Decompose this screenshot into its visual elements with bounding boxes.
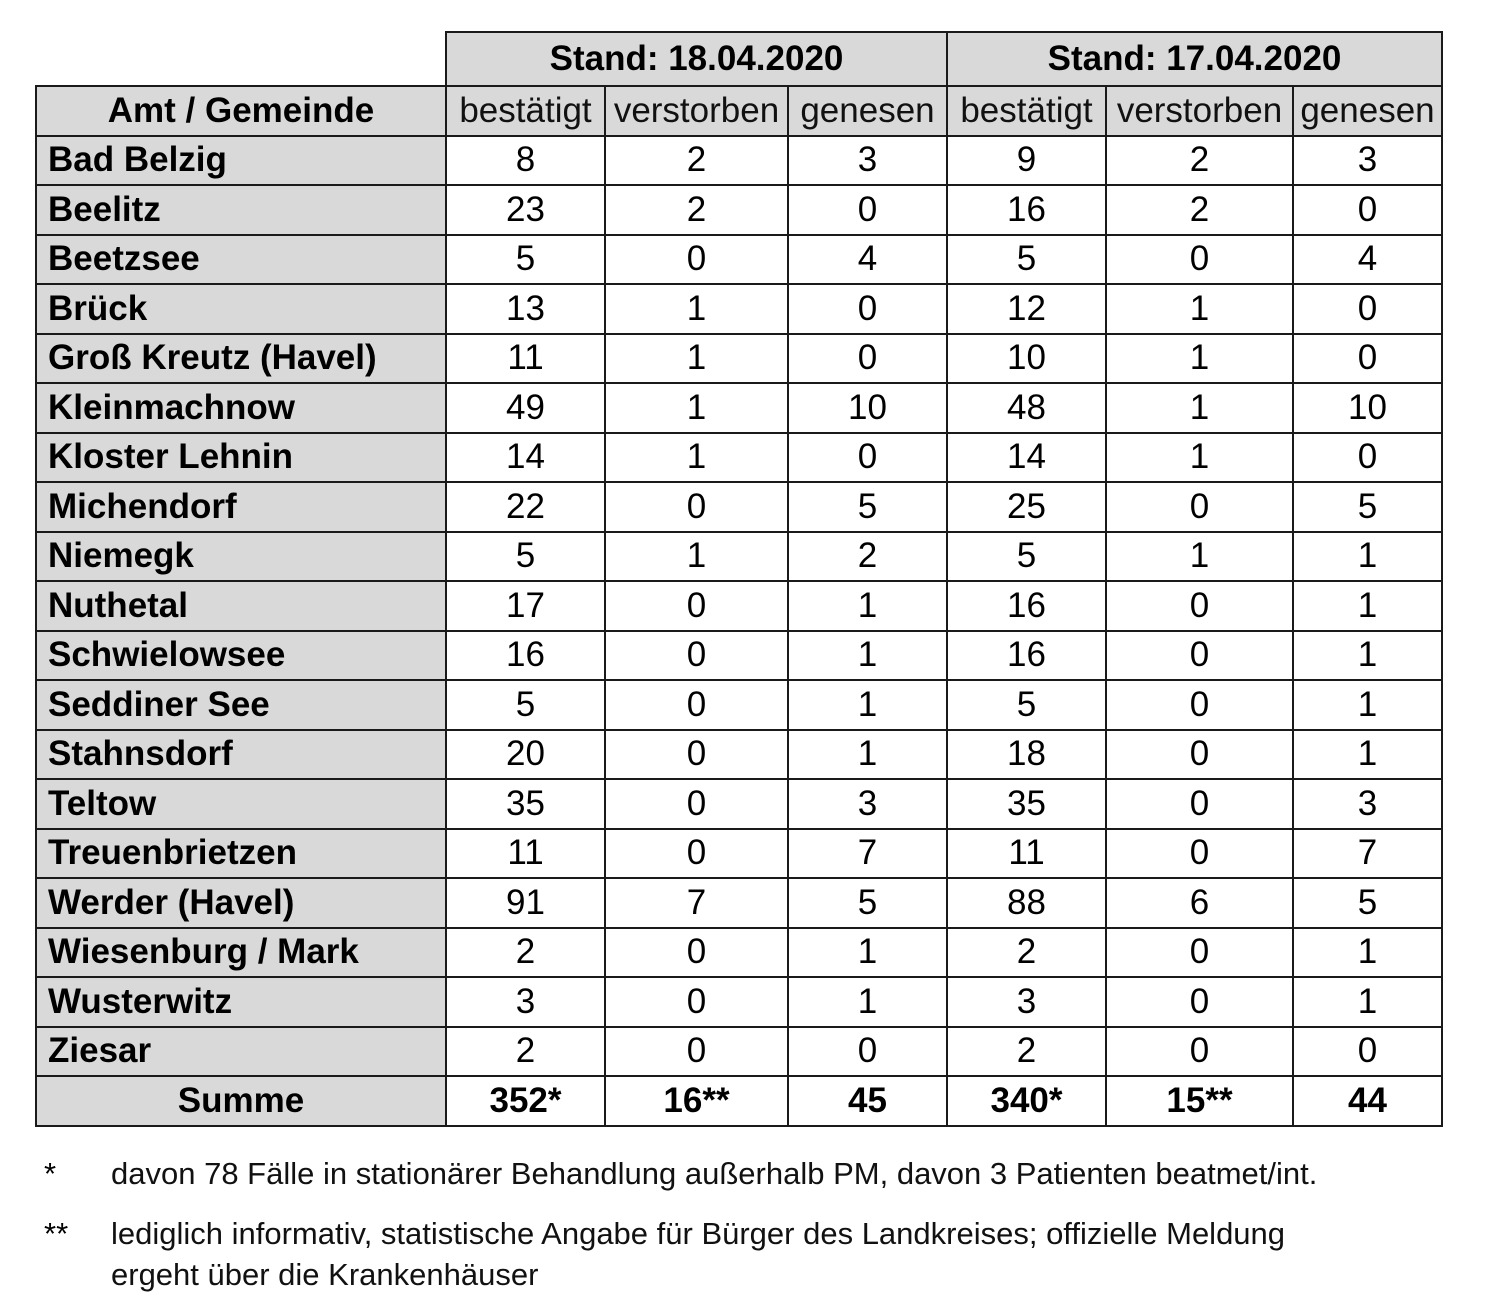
value-cell: 1 xyxy=(605,284,788,334)
value-cell: 35 xyxy=(947,779,1106,829)
value-cell: 5 xyxy=(1293,878,1442,928)
table-row xyxy=(36,581,1442,631)
value-cell: 0 xyxy=(1106,829,1293,879)
sum-row xyxy=(36,1076,1442,1126)
value-cell: 0 xyxy=(788,433,947,483)
value-cell: 2 xyxy=(1106,136,1293,186)
value-cell: 0 xyxy=(605,977,788,1027)
value-cell: 1 xyxy=(605,383,788,433)
sum-value: 352* xyxy=(446,1076,605,1126)
value-cell: 12 xyxy=(947,284,1106,334)
value-cell: 0 xyxy=(1106,730,1293,780)
value-cell: 5 xyxy=(788,482,947,532)
value-cell: 1 xyxy=(1293,928,1442,978)
value-cell: 3 xyxy=(446,977,605,1027)
col-header-verstorben-1: verstorben xyxy=(605,86,788,136)
table-row xyxy=(36,185,1442,235)
value-cell: 0 xyxy=(605,928,788,978)
value-cell: 10 xyxy=(947,334,1106,384)
value-cell: 48 xyxy=(947,383,1106,433)
table-row xyxy=(36,631,1442,681)
value-cell: 0 xyxy=(788,1027,947,1077)
col-header-bestaetigt-2: bestätigt xyxy=(947,86,1106,136)
value-cell: 6 xyxy=(1106,878,1293,928)
value-cell: 16 xyxy=(947,631,1106,681)
value-cell: 0 xyxy=(1293,185,1442,235)
value-cell: 22 xyxy=(446,482,605,532)
value-cell: 1 xyxy=(1106,532,1293,582)
table-row xyxy=(36,878,1442,928)
municipality-name: Beetzsee xyxy=(36,235,446,285)
amt-gemeinde-header: Amt / Gemeinde xyxy=(36,86,446,136)
value-cell: 20 xyxy=(446,730,605,780)
col-header-genesen-2: genesen xyxy=(1293,86,1442,136)
value-cell: 1 xyxy=(1106,334,1293,384)
value-cell: 1 xyxy=(788,977,947,1027)
value-cell: 1 xyxy=(1293,680,1442,730)
value-cell: 0 xyxy=(605,631,788,681)
value-cell: 0 xyxy=(1106,581,1293,631)
municipality-name: Treuenbrietzen xyxy=(36,829,446,879)
value-cell: 88 xyxy=(947,878,1106,928)
value-cell: 2 xyxy=(947,1027,1106,1077)
value-cell: 11 xyxy=(947,829,1106,879)
value-cell: 13 xyxy=(446,284,605,334)
table-row xyxy=(36,977,1442,1027)
value-cell: 3 xyxy=(1293,779,1442,829)
table-body xyxy=(36,136,1442,1077)
empty-corner-cell xyxy=(36,32,446,86)
value-cell: 0 xyxy=(788,334,947,384)
sum-value: 16** xyxy=(605,1076,788,1126)
value-cell: 1 xyxy=(605,433,788,483)
value-cell: 0 xyxy=(1293,284,1442,334)
value-cell: 7 xyxy=(788,829,947,879)
value-cell: 1 xyxy=(605,532,788,582)
stand-17-04-header: Stand: 17.04.2020 xyxy=(947,32,1442,86)
value-cell: 1 xyxy=(1106,383,1293,433)
value-cell: 0 xyxy=(788,284,947,334)
value-cell: 5 xyxy=(446,235,605,285)
table-row xyxy=(36,680,1442,730)
value-cell: 0 xyxy=(605,581,788,631)
municipality-name: Brück xyxy=(36,284,446,334)
municipality-name: Groß Kreutz (Havel) xyxy=(36,334,446,384)
value-cell: 2 xyxy=(605,136,788,186)
col-header-verstorben-2: verstorben xyxy=(1106,86,1293,136)
value-cell: 0 xyxy=(605,730,788,780)
value-cell: 1 xyxy=(788,680,947,730)
sum-value: 340* xyxy=(947,1076,1106,1126)
table-row xyxy=(36,532,1442,582)
table-row xyxy=(36,136,1442,186)
value-cell: 14 xyxy=(947,433,1106,483)
value-cell: 10 xyxy=(788,383,947,433)
value-cell: 0 xyxy=(605,680,788,730)
value-cell: 9 xyxy=(947,136,1106,186)
value-cell: 11 xyxy=(446,334,605,384)
value-cell: 3 xyxy=(1293,136,1442,186)
table-row xyxy=(36,433,1442,483)
value-cell: 1 xyxy=(605,334,788,384)
value-cell: 0 xyxy=(1293,1027,1442,1077)
value-cell: 4 xyxy=(788,235,947,285)
municipality-name: Wiesenburg / Mark xyxy=(36,928,446,978)
value-cell: 2 xyxy=(446,928,605,978)
value-cell: 0 xyxy=(605,829,788,879)
stand-18-04-header: Stand: 18.04.2020 xyxy=(446,32,947,86)
value-cell: 0 xyxy=(605,779,788,829)
municipality-name: Teltow xyxy=(36,779,446,829)
value-cell: 91 xyxy=(446,878,605,928)
value-cell: 0 xyxy=(1106,482,1293,532)
value-cell: 0 xyxy=(1293,433,1442,483)
value-cell: 5 xyxy=(788,878,947,928)
value-cell: 5 xyxy=(947,235,1106,285)
municipality-name: Kloster Lehnin xyxy=(36,433,446,483)
value-cell: 14 xyxy=(446,433,605,483)
table-row xyxy=(36,779,1442,829)
value-cell: 0 xyxy=(605,235,788,285)
municipality-name: Kleinmachnow xyxy=(36,383,446,433)
table-row xyxy=(36,1027,1442,1077)
value-cell: 23 xyxy=(446,185,605,235)
col-header-genesen-1: genesen xyxy=(788,86,947,136)
municipality-name: Seddiner See xyxy=(36,680,446,730)
municipality-name: Stahnsdorf xyxy=(36,730,446,780)
value-cell: 18 xyxy=(947,730,1106,780)
col-header-bestaetigt-1: bestätigt xyxy=(446,86,605,136)
value-cell: 1 xyxy=(788,730,947,780)
footnote-text-line-2: ergeht über die Krankenhäuser xyxy=(111,1257,539,1292)
value-cell: 7 xyxy=(1293,829,1442,879)
stand-header-row xyxy=(36,32,1442,86)
value-cell: 10 xyxy=(1293,383,1442,433)
value-cell: 5 xyxy=(947,680,1106,730)
value-cell: 1 xyxy=(1106,284,1293,334)
value-cell: 5 xyxy=(446,680,605,730)
municipality-name: Ziesar xyxy=(36,1027,446,1077)
value-cell: 3 xyxy=(788,136,947,186)
value-cell: 2 xyxy=(1106,185,1293,235)
value-cell: 1 xyxy=(1106,433,1293,483)
sum-value: 45 xyxy=(788,1076,947,1126)
value-cell: 2 xyxy=(446,1027,605,1077)
footnote-mark: * xyxy=(44,1156,57,1191)
municipality-name: Michendorf xyxy=(36,482,446,532)
value-cell: 1 xyxy=(1293,730,1442,780)
value-cell: 0 xyxy=(605,1027,788,1077)
municipality-name: Schwielowsee xyxy=(36,631,446,681)
value-cell: 1 xyxy=(1293,977,1442,1027)
municipality-name: Niemegk xyxy=(36,532,446,582)
case-statistics-table xyxy=(35,31,1443,1127)
value-cell: 0 xyxy=(1106,235,1293,285)
value-cell: 0 xyxy=(1293,334,1442,384)
value-cell: 8 xyxy=(446,136,605,186)
value-cell: 25 xyxy=(947,482,1106,532)
table-row xyxy=(36,383,1442,433)
table-row xyxy=(36,235,1442,285)
value-cell: 0 xyxy=(1106,779,1293,829)
value-cell: 49 xyxy=(446,383,605,433)
value-cell: 1 xyxy=(1293,631,1442,681)
value-cell: 17 xyxy=(446,581,605,631)
value-cell: 4 xyxy=(1293,235,1442,285)
municipality-name: Beelitz xyxy=(36,185,446,235)
value-cell: 16 xyxy=(446,631,605,681)
value-cell: 7 xyxy=(605,878,788,928)
value-cell: 0 xyxy=(1106,928,1293,978)
value-cell: 3 xyxy=(788,779,947,829)
value-cell: 0 xyxy=(1106,631,1293,681)
value-cell: 11 xyxy=(446,829,605,879)
footnote-text: davon 78 Fälle in stationärer Behandlung außerhalb PM, davon 3 Patienten beatmet/int. xyxy=(111,1156,1318,1191)
municipality-name: Wusterwitz xyxy=(36,977,446,1027)
value-cell: 16 xyxy=(947,185,1106,235)
value-cell: 1 xyxy=(788,928,947,978)
value-cell: 0 xyxy=(1106,680,1293,730)
value-cell: 1 xyxy=(1293,581,1442,631)
value-cell: 2 xyxy=(788,532,947,582)
value-cell: 2 xyxy=(947,928,1106,978)
table-row xyxy=(36,829,1442,879)
value-cell: 1 xyxy=(1293,532,1442,582)
value-cell: 35 xyxy=(446,779,605,829)
table-row xyxy=(36,482,1442,532)
value-cell: 1 xyxy=(788,631,947,681)
column-header-row xyxy=(36,86,1442,136)
municipality-name: Werder (Havel) xyxy=(36,878,446,928)
value-cell: 0 xyxy=(1106,977,1293,1027)
table-row xyxy=(36,284,1442,334)
value-cell: 2 xyxy=(605,185,788,235)
sum-value: 15** xyxy=(1106,1076,1293,1126)
table-row xyxy=(36,334,1442,384)
footnote-mark: ** xyxy=(44,1216,69,1251)
value-cell: 5 xyxy=(446,532,605,582)
value-cell: 0 xyxy=(1106,1027,1293,1077)
table-row xyxy=(36,928,1442,978)
table-row xyxy=(36,730,1442,780)
sum-label: Summe xyxy=(36,1076,446,1126)
value-cell: 1 xyxy=(788,581,947,631)
municipality-name: Bad Belzig xyxy=(36,136,446,186)
footnote-text-line-1: lediglich informativ, statistische Angabe für Bürger des Landkreises; offizielle Meldung xyxy=(111,1216,1286,1251)
value-cell: 5 xyxy=(1293,482,1442,532)
value-cell: 5 xyxy=(947,532,1106,582)
value-cell: 0 xyxy=(605,482,788,532)
municipality-name: Nuthetal xyxy=(36,581,446,631)
value-cell: 16 xyxy=(947,581,1106,631)
value-cell: 0 xyxy=(788,185,947,235)
sum-value: 44 xyxy=(1293,1076,1442,1126)
value-cell: 3 xyxy=(947,977,1106,1027)
